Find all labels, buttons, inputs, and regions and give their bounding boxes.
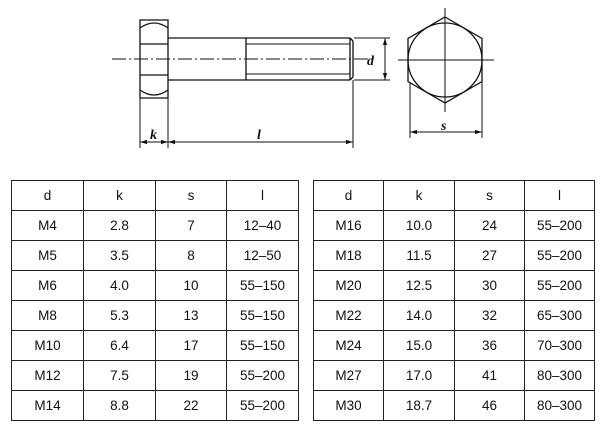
header-cell: s (156, 181, 227, 211)
table-row (12, 391, 299, 421)
table-cell: 6.4 (84, 331, 156, 361)
table-row (314, 211, 595, 241)
table-cell: 8 (156, 241, 227, 271)
table-cell: 55–200 (525, 241, 595, 271)
table-cell: 55–200 (227, 361, 299, 391)
table-cell: 27 (455, 241, 525, 271)
bolt-technical-drawing (0, 0, 608, 170)
table-cell: 22 (156, 391, 227, 421)
table-cell: 55–150 (227, 331, 299, 361)
table-row (12, 301, 299, 331)
table-cell: 41 (455, 361, 525, 391)
table-row (314, 391, 595, 421)
table-cell: 36 (455, 331, 525, 361)
table-cell: M22 (314, 301, 384, 331)
table-cell: 7.5 (84, 361, 156, 391)
table-cell: 12.5 (384, 271, 455, 301)
table-cell: M16 (314, 211, 384, 241)
table-cell: 80–300 (525, 361, 595, 391)
table-row (12, 211, 299, 241)
table-cell: 10.0 (384, 211, 455, 241)
header-cell: d (12, 181, 84, 211)
table-cell: M27 (314, 361, 384, 391)
table-cell: 13 (156, 301, 227, 331)
table-row (314, 301, 595, 331)
table-cell: 10 (156, 271, 227, 301)
table-cell: 7 (156, 211, 227, 241)
bolt-head-end-view-icon (398, 8, 494, 112)
table-cell: M20 (314, 271, 384, 301)
table-cell: 30 (455, 271, 525, 301)
table-cell: 55–200 (525, 211, 595, 241)
table-cell: M6 (12, 271, 84, 301)
table-row (12, 361, 299, 391)
table-cell: 11.5 (384, 241, 455, 271)
table-cell: M18 (314, 241, 384, 271)
length-dimensions (140, 80, 353, 148)
header-cell: k (384, 181, 455, 211)
table-cell: M5 (12, 241, 84, 271)
table-cell: 55–200 (525, 271, 595, 301)
table-cell: M24 (314, 331, 384, 361)
table-cell: 24 (455, 211, 525, 241)
table-cell: 65–300 (525, 301, 595, 331)
table-cell: 4.0 (84, 271, 156, 301)
table-row (12, 241, 299, 271)
header-cell: k (84, 181, 156, 211)
spec-table-left (11, 180, 299, 421)
table-cell: 2.8 (84, 211, 156, 241)
table-cell: 32 (455, 301, 525, 331)
across-flats-label: s (441, 119, 447, 134)
table-cell: 55–200 (227, 391, 299, 421)
table-cell: 3.5 (84, 241, 156, 271)
length-label: l (257, 128, 261, 143)
table-row (12, 331, 299, 361)
table-cell: M8 (12, 301, 84, 331)
table-header-row (12, 181, 299, 211)
table-cell: 80–300 (525, 391, 595, 421)
table-cell: M30 (314, 391, 384, 421)
header-cell: l (525, 181, 595, 211)
table-cell: 14.0 (384, 301, 455, 331)
table-cell: 46 (455, 391, 525, 421)
table-cell: 18.7 (384, 391, 455, 421)
table-cell: 70–300 (525, 331, 595, 361)
table-cell: 17 (156, 331, 227, 361)
table-cell: 55–150 (227, 301, 299, 331)
header-cell: s (455, 181, 525, 211)
table-cell: 17.0 (384, 361, 455, 391)
table-row (314, 271, 595, 301)
table-cell: 19 (156, 361, 227, 391)
table-cell: M12 (12, 361, 84, 391)
table-row (314, 361, 595, 391)
header-cell: d (314, 181, 384, 211)
diameter-label: d (367, 54, 374, 69)
table-cell: 15.0 (384, 331, 455, 361)
table-cell: M4 (12, 211, 84, 241)
head-height-label: k (150, 128, 157, 143)
table-cell: M10 (12, 331, 84, 361)
table-cell: M14 (12, 391, 84, 421)
spec-table-right (313, 180, 595, 421)
table-row (314, 241, 595, 271)
table-cell: 55–150 (227, 271, 299, 301)
table-row (12, 271, 299, 301)
table-cell: 8.8 (84, 391, 156, 421)
table-header-row (314, 181, 595, 211)
table-cell: 12–50 (227, 241, 299, 271)
table-cell: 12–40 (227, 211, 299, 241)
header-cell: l (227, 181, 299, 211)
table-row (314, 331, 595, 361)
table-cell: 5.3 (84, 301, 156, 331)
